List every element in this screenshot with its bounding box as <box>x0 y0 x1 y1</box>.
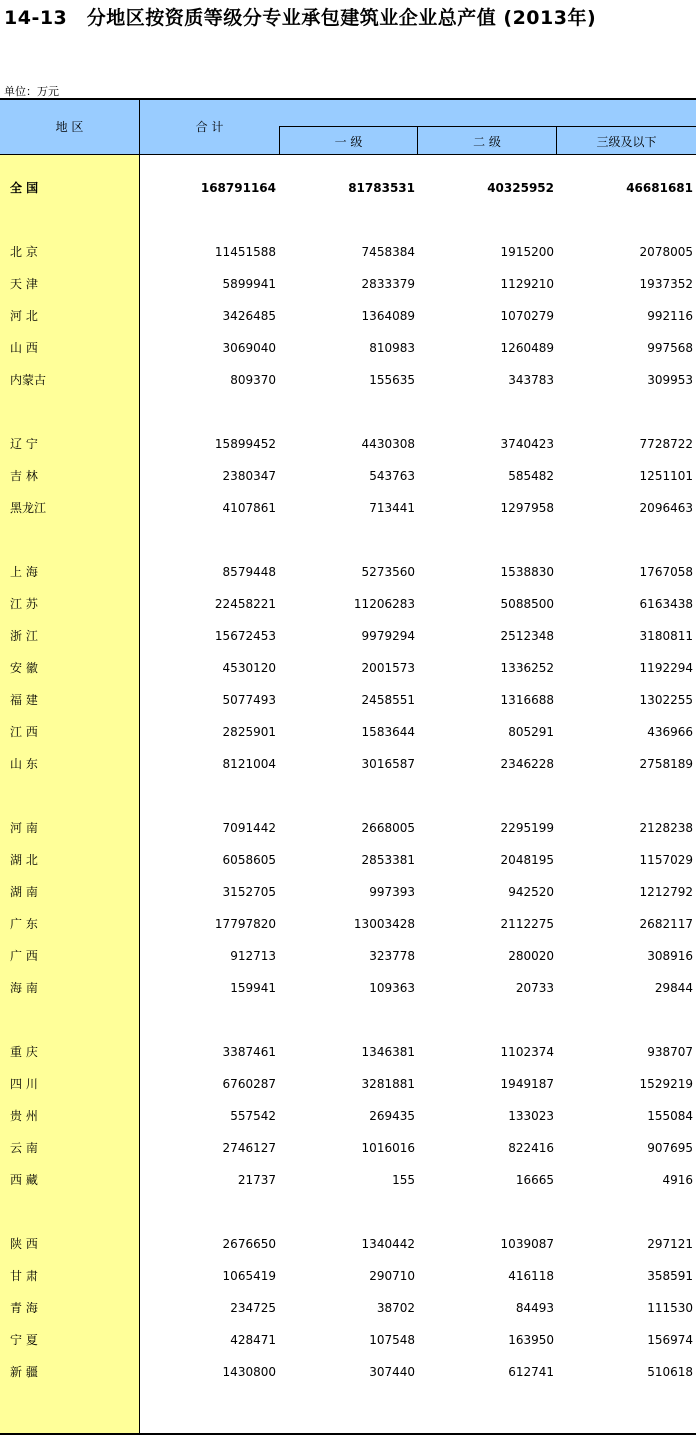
cell-grade2: 1070279 <box>500 309 554 323</box>
header-total: 合 计 <box>195 120 224 134</box>
cell-grade2: 612741 <box>508 1365 554 1379</box>
table-row <box>0 492 696 524</box>
table-row <box>0 1260 696 1292</box>
table-row <box>0 1356 696 1388</box>
table-row <box>0 940 696 972</box>
cell-grade1: 2001573 <box>361 661 415 675</box>
cell-grade3: 46681681 <box>626 181 693 195</box>
region-name: 浙 江 <box>10 629 38 643</box>
cell-grade3: 992116 <box>647 309 693 323</box>
table-row <box>0 908 696 940</box>
table-row <box>0 1228 696 1260</box>
cell-grade1: 997393 <box>369 885 415 899</box>
cell-grade1: 269435 <box>369 1109 415 1123</box>
cell-total: 234725 <box>230 1301 276 1315</box>
cell-grade2: 585482 <box>508 469 554 483</box>
cell-grade1: 2458551 <box>361 693 415 707</box>
table-row <box>0 588 696 620</box>
cell-grade1: 38702 <box>376 1301 415 1315</box>
cell-grade3: 155084 <box>647 1109 693 1123</box>
region-name: 辽 宁 <box>10 437 38 451</box>
region-name: 重 庆 <box>10 1045 38 1059</box>
cell-grade1: 107548 <box>369 1333 415 1347</box>
cell-grade3: 2758189 <box>639 757 693 771</box>
cell-total: 809370 <box>230 373 276 387</box>
header-rule <box>0 154 696 155</box>
cell-total: 159941 <box>230 981 276 995</box>
cell-grade1: 2853381 <box>361 853 415 867</box>
table-row <box>0 1036 696 1068</box>
cell-grade2: 416118 <box>508 1269 554 1283</box>
subheader-rule <box>279 126 696 127</box>
cell-grade2: 2295199 <box>500 821 554 835</box>
cell-grade2: 1949187 <box>500 1077 554 1091</box>
region-name: 宁 夏 <box>10 1333 38 1347</box>
region-name: 陕 西 <box>10 1237 38 1251</box>
cell-grade3: 3180811 <box>639 629 693 643</box>
cell-grade1: 4430308 <box>361 437 415 451</box>
cell-grade2: 2048195 <box>500 853 554 867</box>
region-name: 安 徽 <box>10 661 38 675</box>
region-name: 湖 南 <box>10 885 38 899</box>
cell-grade1: 290710 <box>369 1269 415 1283</box>
region-name: 山 东 <box>10 757 38 771</box>
cell-total: 3387461 <box>222 1045 276 1059</box>
table-row <box>0 876 696 908</box>
cell-total: 5077493 <box>222 693 276 707</box>
region-name: 贵 州 <box>10 1109 38 1123</box>
cell-grade2: 1538830 <box>500 565 554 579</box>
cell-total: 428471 <box>230 1333 276 1347</box>
cell-grade1: 3016587 <box>361 757 415 771</box>
header-grade3: 三级及以下 <box>596 135 657 149</box>
cell-grade1: 81783531 <box>348 181 415 195</box>
cell-grade2: 84493 <box>515 1301 554 1315</box>
cell-grade2: 1260489 <box>500 341 554 355</box>
table-row <box>0 684 696 716</box>
region-name: 山 西 <box>10 341 38 355</box>
cell-grade2: 822416 <box>508 1141 554 1155</box>
table-row <box>0 748 696 780</box>
cell-grade3: 6163438 <box>639 597 693 611</box>
header-region: 地 区 <box>55 120 84 134</box>
cell-grade2: 133023 <box>508 1109 554 1123</box>
cell-grade1: 1583644 <box>361 725 415 739</box>
cell-grade2: 16665 <box>515 1173 554 1187</box>
cell-grade2: 2346228 <box>500 757 554 771</box>
cell-grade2: 1039087 <box>500 1237 554 1251</box>
table-row <box>0 844 696 876</box>
cell-grade2: 2512348 <box>500 629 554 643</box>
region-name: 北 京 <box>10 245 38 259</box>
page-title: 14-13 分地区按资质等级分专业承包建筑业企业总产值 (2013年) <box>4 7 597 29</box>
cell-total: 1065419 <box>222 1269 276 1283</box>
region-name: 青 海 <box>10 1301 38 1315</box>
data-table <box>0 98 696 1435</box>
cell-grade2: 163950 <box>508 1333 554 1347</box>
region-name: 海 南 <box>10 981 38 995</box>
cell-grade1: 1364089 <box>361 309 415 323</box>
cell-grade2: 942520 <box>508 885 554 899</box>
table-row <box>0 332 696 364</box>
table-row <box>0 460 696 492</box>
cell-grade2: 1297958 <box>500 501 554 515</box>
cell-total: 2676650 <box>222 1237 276 1251</box>
cell-total: 5899941 <box>222 277 276 291</box>
region-name: 福 建 <box>10 693 38 707</box>
cell-total: 3426485 <box>222 309 276 323</box>
cell-total: 6760287 <box>222 1077 276 1091</box>
cell-grade2: 1316688 <box>500 693 554 707</box>
cell-grade1: 810983 <box>369 341 415 355</box>
cell-grade3: 1767058 <box>639 565 693 579</box>
cell-grade3: 1937352 <box>639 277 693 291</box>
region-name: 上 海 <box>10 565 38 579</box>
cell-total: 21737 <box>237 1173 276 1187</box>
cell-grade2: 280020 <box>508 949 554 963</box>
cell-total: 1430800 <box>222 1365 276 1379</box>
table-row <box>0 236 696 268</box>
cell-total: 7091442 <box>222 821 276 835</box>
cell-grade1: 323778 <box>369 949 415 963</box>
cell-grade1: 1016016 <box>361 1141 415 1155</box>
header-grade1: 一 级 <box>334 135 363 149</box>
cell-total: 2380347 <box>222 469 276 483</box>
cell-grade3: 2078005 <box>639 245 693 259</box>
cell-grade1: 3281881 <box>361 1077 415 1091</box>
region-name: 河 南 <box>10 821 38 835</box>
region-name: 湖 北 <box>10 853 38 867</box>
cell-grade1: 155635 <box>369 373 415 387</box>
cell-grade1: 109363 <box>369 981 415 995</box>
region-name: 广 西 <box>10 949 38 963</box>
region-name: 广 东 <box>10 917 38 931</box>
cell-total: 11451588 <box>214 245 276 259</box>
region-name: 江 苏 <box>10 597 38 611</box>
cell-grade2: 343783 <box>508 373 554 387</box>
cell-grade3: 2128238 <box>639 821 693 835</box>
cell-grade2: 1336252 <box>500 661 554 675</box>
cell-total: 168791164 <box>200 181 276 195</box>
table-row <box>0 172 696 204</box>
table-row <box>0 300 696 332</box>
cell-grade3: 156974 <box>647 1333 693 1347</box>
cell-grade3: 436966 <box>647 725 693 739</box>
cell-grade3: 1192294 <box>639 661 693 675</box>
cell-grade1: 155 <box>392 1173 415 1187</box>
table-row <box>0 1292 696 1324</box>
cell-total: 2825901 <box>222 725 276 739</box>
cell-grade3: 1251101 <box>639 469 693 483</box>
region-name: 天 津 <box>10 277 38 291</box>
table-row <box>0 716 696 748</box>
region-name: 河 北 <box>10 309 38 323</box>
region-name: 西 藏 <box>10 1173 38 1187</box>
cell-grade2: 1129210 <box>500 277 554 291</box>
cell-grade3: 358591 <box>647 1269 693 1283</box>
cell-grade1: 7458384 <box>361 245 415 259</box>
cell-total: 15672453 <box>214 629 276 643</box>
region-name: 吉 林 <box>10 469 38 483</box>
cell-total: 6058605 <box>222 853 276 867</box>
table-row <box>0 1164 696 1196</box>
cell-grade1: 1346381 <box>361 1045 415 1059</box>
table-row <box>0 556 696 588</box>
cell-grade2: 40325952 <box>487 181 554 195</box>
cell-total: 22458221 <box>214 597 276 611</box>
cell-grade3: 4916 <box>662 1173 693 1187</box>
cell-grade1: 543763 <box>369 469 415 483</box>
table-row <box>0 1132 696 1164</box>
cell-grade2: 805291 <box>508 725 554 739</box>
cell-grade1: 307440 <box>369 1365 415 1379</box>
table-row <box>0 428 696 460</box>
cell-grade3: 29844 <box>654 981 693 995</box>
cell-grade2: 1915200 <box>500 245 554 259</box>
table-row <box>0 1068 696 1100</box>
cell-grade1: 13003428 <box>353 917 415 931</box>
table-row <box>0 1100 696 1132</box>
top-rule <box>0 98 696 100</box>
cell-grade3: 1157029 <box>639 853 693 867</box>
cell-grade3: 111530 <box>647 1301 693 1315</box>
cell-grade3: 2682117 <box>639 917 693 931</box>
cell-grade3: 510618 <box>647 1365 693 1379</box>
cell-total: 17797820 <box>214 917 276 931</box>
cell-grade3: 1529219 <box>639 1077 693 1091</box>
table-row <box>0 972 696 1004</box>
cell-grade2: 3740423 <box>500 437 554 451</box>
cell-grade3: 1302255 <box>639 693 693 707</box>
cell-total: 3069040 <box>222 341 276 355</box>
cell-total: 3152705 <box>222 885 276 899</box>
cell-grade2: 5088500 <box>500 597 554 611</box>
region-name: 云 南 <box>10 1141 38 1155</box>
cell-grade3: 2096463 <box>639 501 693 515</box>
cell-grade3: 907695 <box>647 1141 693 1155</box>
cell-grade3: 309953 <box>647 373 693 387</box>
cell-grade2: 1102374 <box>500 1045 554 1059</box>
unit-label: 单位：万元 <box>4 85 59 98</box>
region-name: 江 西 <box>10 725 38 739</box>
region-name: 内蒙古 <box>10 373 47 387</box>
cell-grade3: 308916 <box>647 949 693 963</box>
table-row <box>0 620 696 652</box>
cell-total: 4530120 <box>222 661 276 675</box>
cell-grade1: 2833379 <box>361 277 415 291</box>
cell-grade1: 713441 <box>369 501 415 515</box>
cell-total: 912713 <box>230 949 276 963</box>
cell-total: 8121004 <box>222 757 276 771</box>
region-name: 四 川 <box>10 1077 38 1091</box>
cell-total: 8579448 <box>222 565 276 579</box>
cell-total: 15899452 <box>214 437 276 451</box>
header-grade2: 二 级 <box>473 135 501 149</box>
region-name: 甘 肃 <box>10 1269 38 1283</box>
region-name: 黑龙江 <box>10 501 47 515</box>
region-name: 全 国 <box>10 181 39 195</box>
table-row <box>0 652 696 684</box>
cell-grade3: 997568 <box>647 341 693 355</box>
cell-grade3: 297121 <box>647 1237 693 1251</box>
cell-grade3: 7728722 <box>639 437 693 451</box>
cell-grade1: 9979294 <box>361 629 415 643</box>
cell-grade1: 2668005 <box>361 821 415 835</box>
cell-total: 2746127 <box>222 1141 276 1155</box>
table-row <box>0 364 696 396</box>
region-name: 新 疆 <box>10 1365 38 1379</box>
table-row <box>0 812 696 844</box>
cell-grade1: 5273560 <box>361 565 415 579</box>
cell-total: 4107861 <box>222 501 276 515</box>
table-row <box>0 1324 696 1356</box>
cell-grade3: 1212792 <box>639 885 693 899</box>
cell-grade1: 1340442 <box>361 1237 415 1251</box>
table-row <box>0 268 696 300</box>
cell-grade1: 11206283 <box>353 597 415 611</box>
cell-grade2: 2112275 <box>500 917 554 931</box>
cell-total: 557542 <box>230 1109 276 1123</box>
bottom-rule <box>0 1433 696 1435</box>
cell-grade2: 20733 <box>515 981 554 995</box>
cell-grade3: 938707 <box>647 1045 693 1059</box>
